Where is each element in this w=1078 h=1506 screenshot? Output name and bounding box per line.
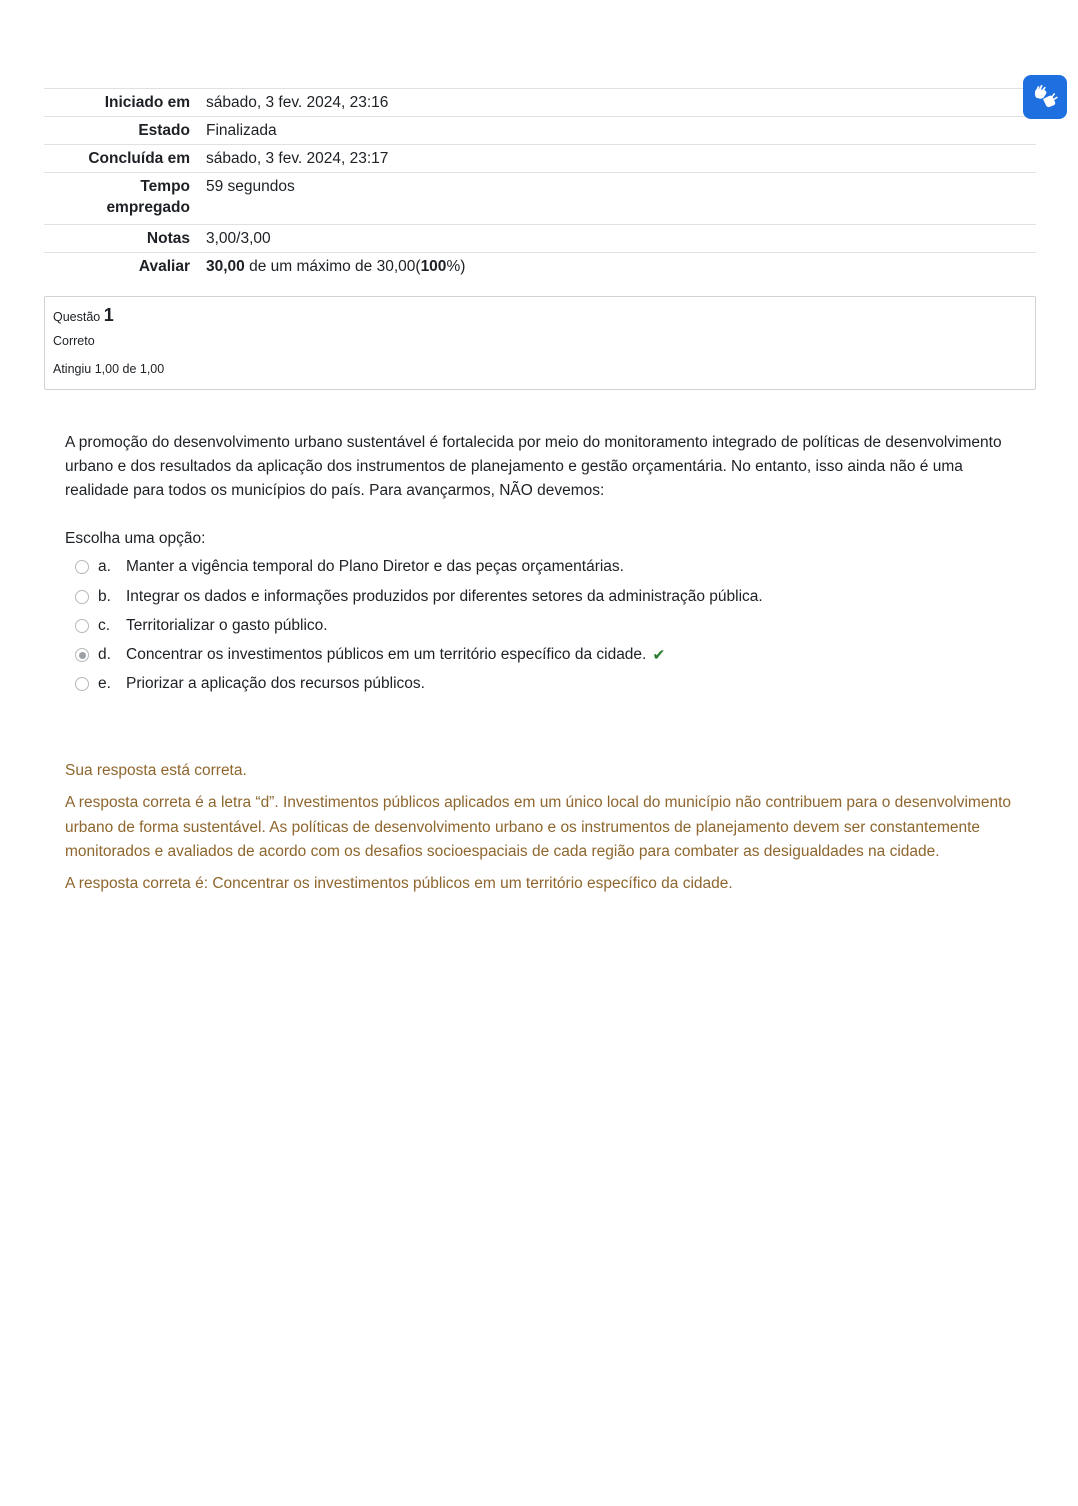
- answer-letter: d.: [98, 646, 111, 664]
- grade-value: [206, 253, 1036, 281]
- answer-option-a[interactable]: [65, 553, 1015, 582]
- answer-radio-d[interactable]: [75, 648, 89, 662]
- answer-letter: a.: [98, 558, 111, 576]
- time-label-line-2: empregado: [106, 199, 190, 216]
- grade-end-text: %): [446, 258, 466, 275]
- answer-text: Integrar os dados e informações produzidos por diferentes setores da administração pública.: [126, 587, 763, 605]
- completed-label: Concluída em: [88, 150, 190, 167]
- question-info-box: [44, 296, 1036, 390]
- answer-radio-e[interactable]: [75, 677, 89, 691]
- question-number-value: 1: [103, 305, 114, 325]
- question-content: [65, 431, 1015, 896]
- question-grade: Atingiu 1,00 de 1,00: [53, 362, 165, 376]
- summary-row-marks: [44, 225, 1036, 253]
- question-number: [53, 304, 1027, 328]
- answer-option-c[interactable]: [65, 611, 1015, 640]
- vlibras-accessibility-button[interactable]: [1023, 75, 1067, 119]
- marks-value: 3,00/3,00: [206, 230, 271, 247]
- answer-option-b[interactable]: [65, 582, 1015, 611]
- feedback-right-answer: A resposta correta é: Concentrar os investimentos públicos em um território específico da cidade.: [65, 874, 733, 892]
- question-state: Correto: [53, 334, 95, 348]
- correct-check-icon: ✔: [652, 646, 666, 664]
- question-label: Questão: [53, 310, 104, 324]
- question-text: A promoção do desenvolvimento urbano sustentável é fortalecida por meio do monitoramento integrado de políticas de desenvolvimento urbano e dos resultados da aplicação dos instrumentos de planejamento e gestão orçamentária. No entanto, isso ainda não é uma realidade para todos os municípios do país. Para avançarmos, NÃO devemos:: [65, 434, 1002, 500]
- answer-text: Territorializar o gasto público.: [126, 616, 328, 634]
- answer-text: Concentrar os investimentos públicos em um território específico da cidade.: [126, 646, 647, 664]
- answer-letter: c.: [98, 616, 111, 634]
- state-label: Estado: [138, 122, 190, 139]
- answer-letter: e.: [98, 675, 111, 693]
- time-label: [44, 173, 206, 225]
- answer-option-e[interactable]: [65, 670, 1015, 699]
- summary-row-completed: [44, 145, 1036, 173]
- marks-label: Notas: [146, 230, 190, 247]
- summary-row-started: [44, 89, 1036, 117]
- answer-text: Manter a vigência temporal do Plano Diretor e das peças orçamentárias.: [126, 558, 624, 576]
- feedback-status: Sua resposta está correta.: [65, 762, 247, 780]
- time-label-line-1: Tempo: [140, 178, 190, 195]
- feedback-explanation: A resposta correta é a letra “d”. Investimentos públicos aplicados em um único local do município não contribuem para o desenvolvimento urbano de forma sustentável. As políticas de desenvolvimento urbano e os instrumentos de planejamento devem ser constantemente monitorados e avaliados de acordo com os desafios socioespaciais de cada região para combater as desigualdades na cidade.: [65, 794, 1011, 860]
- answer-radio-a[interactable]: [75, 560, 89, 574]
- grade-label: Avaliar: [138, 258, 190, 275]
- summary-row-grade: [44, 253, 1036, 281]
- started-value: sábado, 3 fev. 2024, 23:16: [206, 94, 389, 111]
- started-label: Iniciado em: [104, 94, 190, 111]
- answer-radio-b[interactable]: [75, 590, 89, 604]
- state-value: Finalizada: [206, 122, 277, 139]
- feedback-section: [65, 759, 1015, 896]
- attempt-summary-table: [44, 88, 1036, 280]
- time-value: 59 segundos: [206, 178, 295, 195]
- grade-score: 30,00: [206, 258, 245, 275]
- grade-middle-text: de um máximo de 30,00(: [244, 258, 421, 275]
- grade-percent: 100: [420, 258, 447, 275]
- vlibras-hands-icon: [1030, 82, 1060, 112]
- answer-radio-c[interactable]: [75, 619, 89, 633]
- answer-option-d[interactable]: [65, 641, 1015, 670]
- completed-value: sábado, 3 fev. 2024, 23:17: [206, 150, 389, 167]
- summary-row-state: [44, 117, 1036, 145]
- answer-letter: b.: [98, 587, 111, 605]
- answer-prompt: Escolha uma opção:: [65, 529, 206, 547]
- answer-options: [65, 553, 1015, 699]
- summary-row-time: [44, 173, 1036, 225]
- answer-text: Priorizar a aplicação dos recursos públicos.: [126, 675, 425, 693]
